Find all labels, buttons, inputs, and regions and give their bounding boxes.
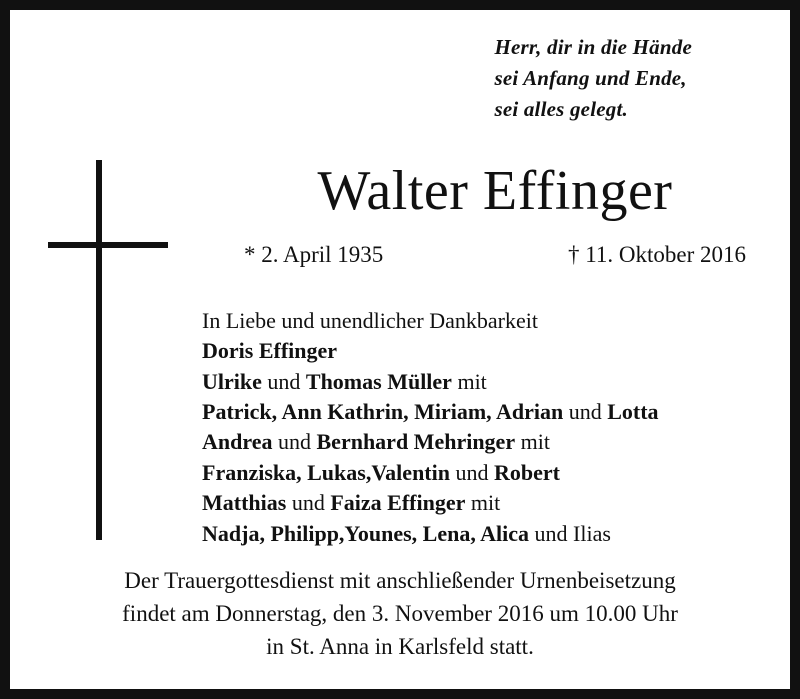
- obituary-inner: [10, 10, 790, 689]
- family-names-bold-3: Lotta: [607, 399, 659, 425]
- family-names-bold: Nadja, Philipp,Younes, Lena, Alica: [202, 520, 530, 546]
- family-names-bold: Andrea: [202, 429, 273, 455]
- family-names-bold-2: atrick, Ann Kathrin, Miriam, Adrian: [215, 399, 564, 425]
- conjunction: und: [261, 368, 306, 394]
- family-suffix: mit: [465, 490, 501, 516]
- family-line-1: [202, 336, 770, 366]
- deceased-name: Walter Effinger: [317, 160, 673, 222]
- conjunction: und: [449, 459, 494, 485]
- verse-line-2: sei Anfang und Ende,: [494, 66, 687, 91]
- family-line-3: [202, 397, 770, 427]
- life-dates: [200, 242, 790, 268]
- family-names-bold-2: Faiza Effinger: [330, 490, 466, 516]
- service-line-1: Der Trauergottesdienst mit anschließender Urnenbeisetzung: [124, 567, 676, 593]
- family-names-bold-2: Bernhard Mehringer: [316, 429, 516, 455]
- family-names-bold: Ulrike: [202, 368, 262, 394]
- service-line-2: findet am Donnerstag, den 3. November 2016 um 10.00 Uhr: [122, 600, 678, 626]
- death-date: † 11. Oktober 2016: [567, 242, 746, 267]
- service-details: [10, 564, 790, 663]
- family-names-bold-2: Robert: [493, 459, 560, 485]
- cross-horizontal-bar: [48, 242, 168, 248]
- family-name-bold: Doris Effinger: [202, 338, 338, 364]
- family-names-bold: Matthias: [202, 490, 287, 516]
- conjunction: und: [272, 429, 317, 455]
- family-line-6: [202, 488, 770, 518]
- conjunction: und: [286, 490, 331, 516]
- family-names-bold: P: [202, 399, 216, 425]
- family-suffix: mit: [451, 368, 487, 394]
- family-line-5: [202, 458, 770, 488]
- family-names-bold-2: Thomas Müller: [305, 368, 452, 394]
- family-block: [202, 306, 770, 549]
- service-line-3: in St. Anna in Karlsfeld statt.: [266, 633, 534, 659]
- verse-line-3: sei alles gelegt.: [494, 97, 628, 122]
- birth-date: * 2. April 1935: [244, 242, 384, 267]
- family-names-bold: Franziska, Lukas,Valentin: [202, 459, 450, 485]
- verse-block: [494, 32, 692, 125]
- family-suffix: mit: [515, 429, 550, 455]
- family-name-plain: Ilias: [573, 520, 611, 546]
- family-line-4: [202, 427, 770, 457]
- conjunction: und: [529, 520, 574, 546]
- family-line-7: [202, 519, 770, 549]
- cross-icon: [48, 160, 168, 540]
- cross-vertical-bar: [96, 160, 102, 540]
- family-line-2: [202, 367, 770, 397]
- dedication-line: In Liebe und unendlicher Dankbarkeit: [202, 308, 538, 333]
- verse-line-1: Herr, dir in die Hände: [494, 35, 692, 59]
- conjunction: und: [563, 399, 608, 425]
